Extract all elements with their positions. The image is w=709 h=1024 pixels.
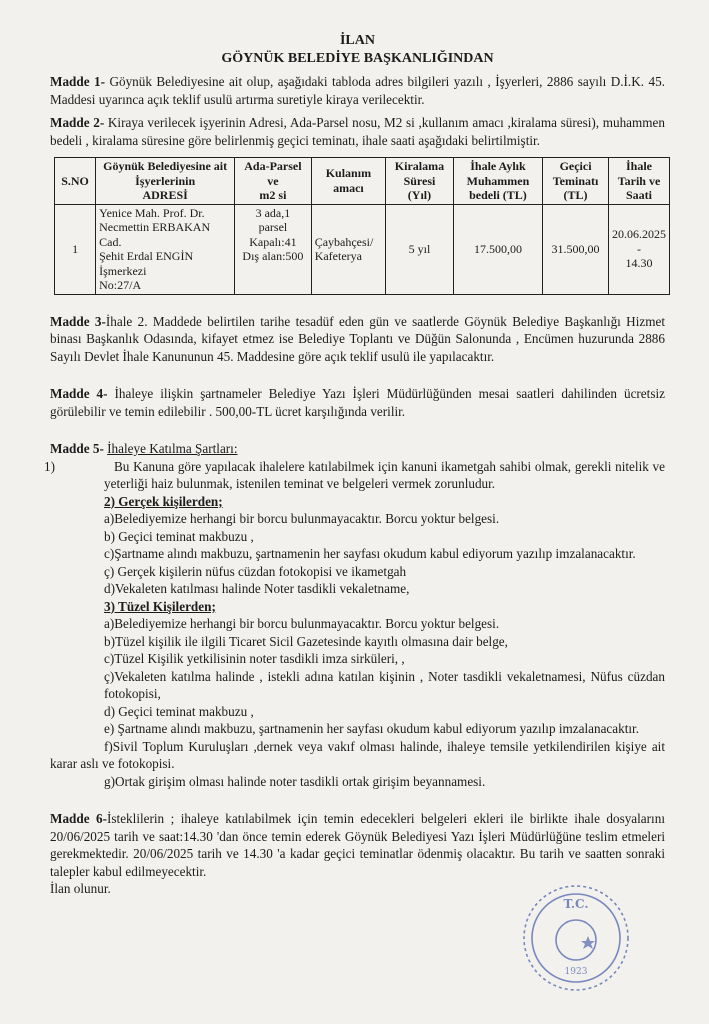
th-kullanim-amaci: Kulanım amacı <box>311 158 385 205</box>
madde-4-label: Madde 4- <box>50 386 108 401</box>
seal-graphic <box>520 882 632 994</box>
td-ada-parsel: 3 ada,1 parsel Kapalı:41 Dış alan:500 <box>235 204 312 294</box>
list-item: ç)Vekaleten katılma halinde , istekli adına katılan kişinin , Noter tasdikli vekaletnamesi, Nüfus cüzdan fotokopisi, <box>104 668 665 701</box>
td-kiralama-suresi: 5 yıl <box>386 204 454 294</box>
madde-1-label: Madde 1- <box>50 74 105 89</box>
td-kullanim-amaci: Çaybahçesi/ Kafeterya <box>311 204 385 294</box>
madde-2-text: Kiraya verilecek işyerinin Adresi, Ada-Parsel nosu, M2 si ,kullanım amacı ,kiralama süresi), muhammen bedeli , kiralama süresine göre belirlenmiş geçici teminatı, ihale saati aşağıdaki belirtilmiştir. <box>50 115 665 148</box>
madde-5-item-1: 1) Bu Kanuna göre yapılacak ihalelere katılabilmek için kanuni ikametgah sahibi olmak, gerekli nitelik ve yeterliği haiz bulunmak, istenilen teminat ve belgeleri vermek zorunludur. <box>44 458 665 491</box>
list-item: g)Ortak girişim olması halinde noter tasdikli ortak girişim beyannamesi. <box>104 773 486 789</box>
document-title: İLAN <box>339 33 375 48</box>
madde-1-text: Göynük Belediyesine ait olup, aşağıdaki tabloda adres bilgileri yazılı , İşyerleri, 2886 sayılı D.İ.K. 45. Maddesi uyarınca açık teklif usulü artırma suretiyle kiraya verilecektir. <box>50 74 665 107</box>
seal-year-text: 1923 <box>564 967 588 977</box>
list-item: a)Belediyemize herhangi bir borcu bulunmayacaktır. Borcu yoktur belgesi. <box>104 616 500 631</box>
list-item: c)Tüzel Kişilik yetkilisinin noter tasdikli imza sirküleri, , <box>104 651 405 666</box>
list-item: ç) Gerçek kişilerin nüfus cüzdan fotokopisi ve ikametgah <box>104 563 407 579</box>
th-sno: S.NO <box>55 158 96 205</box>
list-item: b) Geçici teminat makbuzu , <box>104 528 254 544</box>
th-muhammen-bedel: İhale Aylık Muhammen bedeli (TL) <box>453 158 542 205</box>
madde-1 <box>50 73 665 108</box>
list-item: e) Şartname alındı makbuzu, şartnamenin her sayfası okudum kabul ediyorum yazılıp imzalanacaktır. <box>104 721 640 736</box>
madde-5-label: Madde 5- <box>50 441 104 456</box>
td-adres: Yenice Mah. Prof. Dr. Necmettin ERBAKAN Cad. Şehit Erdal ENGİN İşmerkezi No:27/A <box>96 204 235 294</box>
th-ihale-tarih: İhale Tarih ve Saati <box>609 158 670 205</box>
document-subtitle: GÖYNÜK BELEDİYE BAŞKANLIĞINDAN <box>221 50 494 66</box>
madde-6-label: Madde 6- <box>50 811 108 826</box>
table-row <box>55 204 670 294</box>
madde-5-heading: İhaleye Katılma Şartları: <box>107 441 238 456</box>
td-ihale-tarih: 20.06.2025 - 14.30 <box>609 204 670 294</box>
madde-4-text: İhaleye ilişkin şartnameler Belediye Yazı İşleri Müdürlüğünden mesai saatleri dahilinden ücretsiz görülebilir ve temin edilebilir . 500,00-TL ücret karşılığında verilir. <box>50 386 665 419</box>
list-item: a)Belediyemize herhangi bir borcu bulunmayacaktır. Borcu yoktur belgesi. <box>104 511 500 526</box>
official-seal-icon <box>520 882 632 994</box>
td-sno: 1 <box>55 204 96 294</box>
madde-2-label: Madde 2- <box>50 115 105 130</box>
th-ada-parsel: Ada-Parsel ve m2 si <box>235 158 312 205</box>
seal-top-text: T.C. <box>563 897 589 911</box>
madde-3-text: İhale 2. Maddede belirtilen tarihe tesadüf eden gün ve saatlerde Göynük Belediye Başkanlığı Hizmet binası Başkanlık Odasında, kifayet etmez ise Belediye Toplantı ve Düğün Salonunda , Encümen huzurunda 2886 Sayılı Devlet İhale Kanununun 45. Maddesine göre açık teklif usulü ile yapılacaktır. <box>50 313 665 364</box>
madde-3-label: Madde 3- <box>50 313 106 329</box>
madde-4 <box>50 385 665 420</box>
madde-6 <box>50 810 665 880</box>
th-gecici-teminat: Geçici Teminatı (TL) <box>543 158 609 205</box>
tuzel-kisiler-heading: 3) Tüzel Kişilerden; <box>104 598 216 614</box>
th-adres: Göynük Belediyesine ait İşyerlerinin ADRESİ <box>96 158 235 205</box>
madde-2 <box>50 114 665 149</box>
list-item: c)Şartname alındı makbuzu, şartnamenin her sayfası okudum kabul ediyorum yazılıp imzalanacaktır. <box>104 546 636 561</box>
list-item: f)Sivil Toplum Kuruluşları ,dernek veya vakıf olması halinde, ihaleye temsile yetkilendirilen kişiye ait karar aslı ve fotokopisi. <box>50 738 665 771</box>
list-item: b)Tüzel kişilik ile ilgili Ticaret Sicil Gazetesinde kayıtlı olmasına dair belge, <box>104 633 508 649</box>
list-item: d)Vekaleten katılması halinde Noter tasdikli vekaletname, <box>104 581 410 596</box>
madde-6-text: İsteklilerin ; ihaleye katılabilmek için temin edecekleri belgeleri ekleri ile birlikte ihale dosyalarını 20/06/2025 tarih ve saat:14.30 'dan önce temin ederek Göynük Belediyesi Yazı İşleri Müdürlüğüne teslim etmeleri gerekmektedir. 20/06/2025 tarih ve 14.30 'a kadar geçici teminatlar ödenmiş olacaktır. Bu tarih ve saatten sonraki talepler kabul edilmeyecektir. <box>50 811 665 879</box>
rental-table <box>54 157 670 295</box>
madde-3 <box>50 313 665 366</box>
th-kiralama-suresi: Kiralama Süresi (Yıl) <box>386 158 454 205</box>
table-header-row <box>55 158 670 205</box>
closing-text: İlan olunur. <box>50 881 111 896</box>
list-item: d) Geçici teminat makbuzu , <box>104 703 254 719</box>
td-muhammen-bedel: 17.500,00 <box>453 204 542 294</box>
gercek-kisiler-heading: 2) Gerçek kişilerden; <box>104 493 223 509</box>
td-gecici-teminat: 31.500,00 <box>543 204 609 294</box>
madde-5 <box>44 440 665 790</box>
